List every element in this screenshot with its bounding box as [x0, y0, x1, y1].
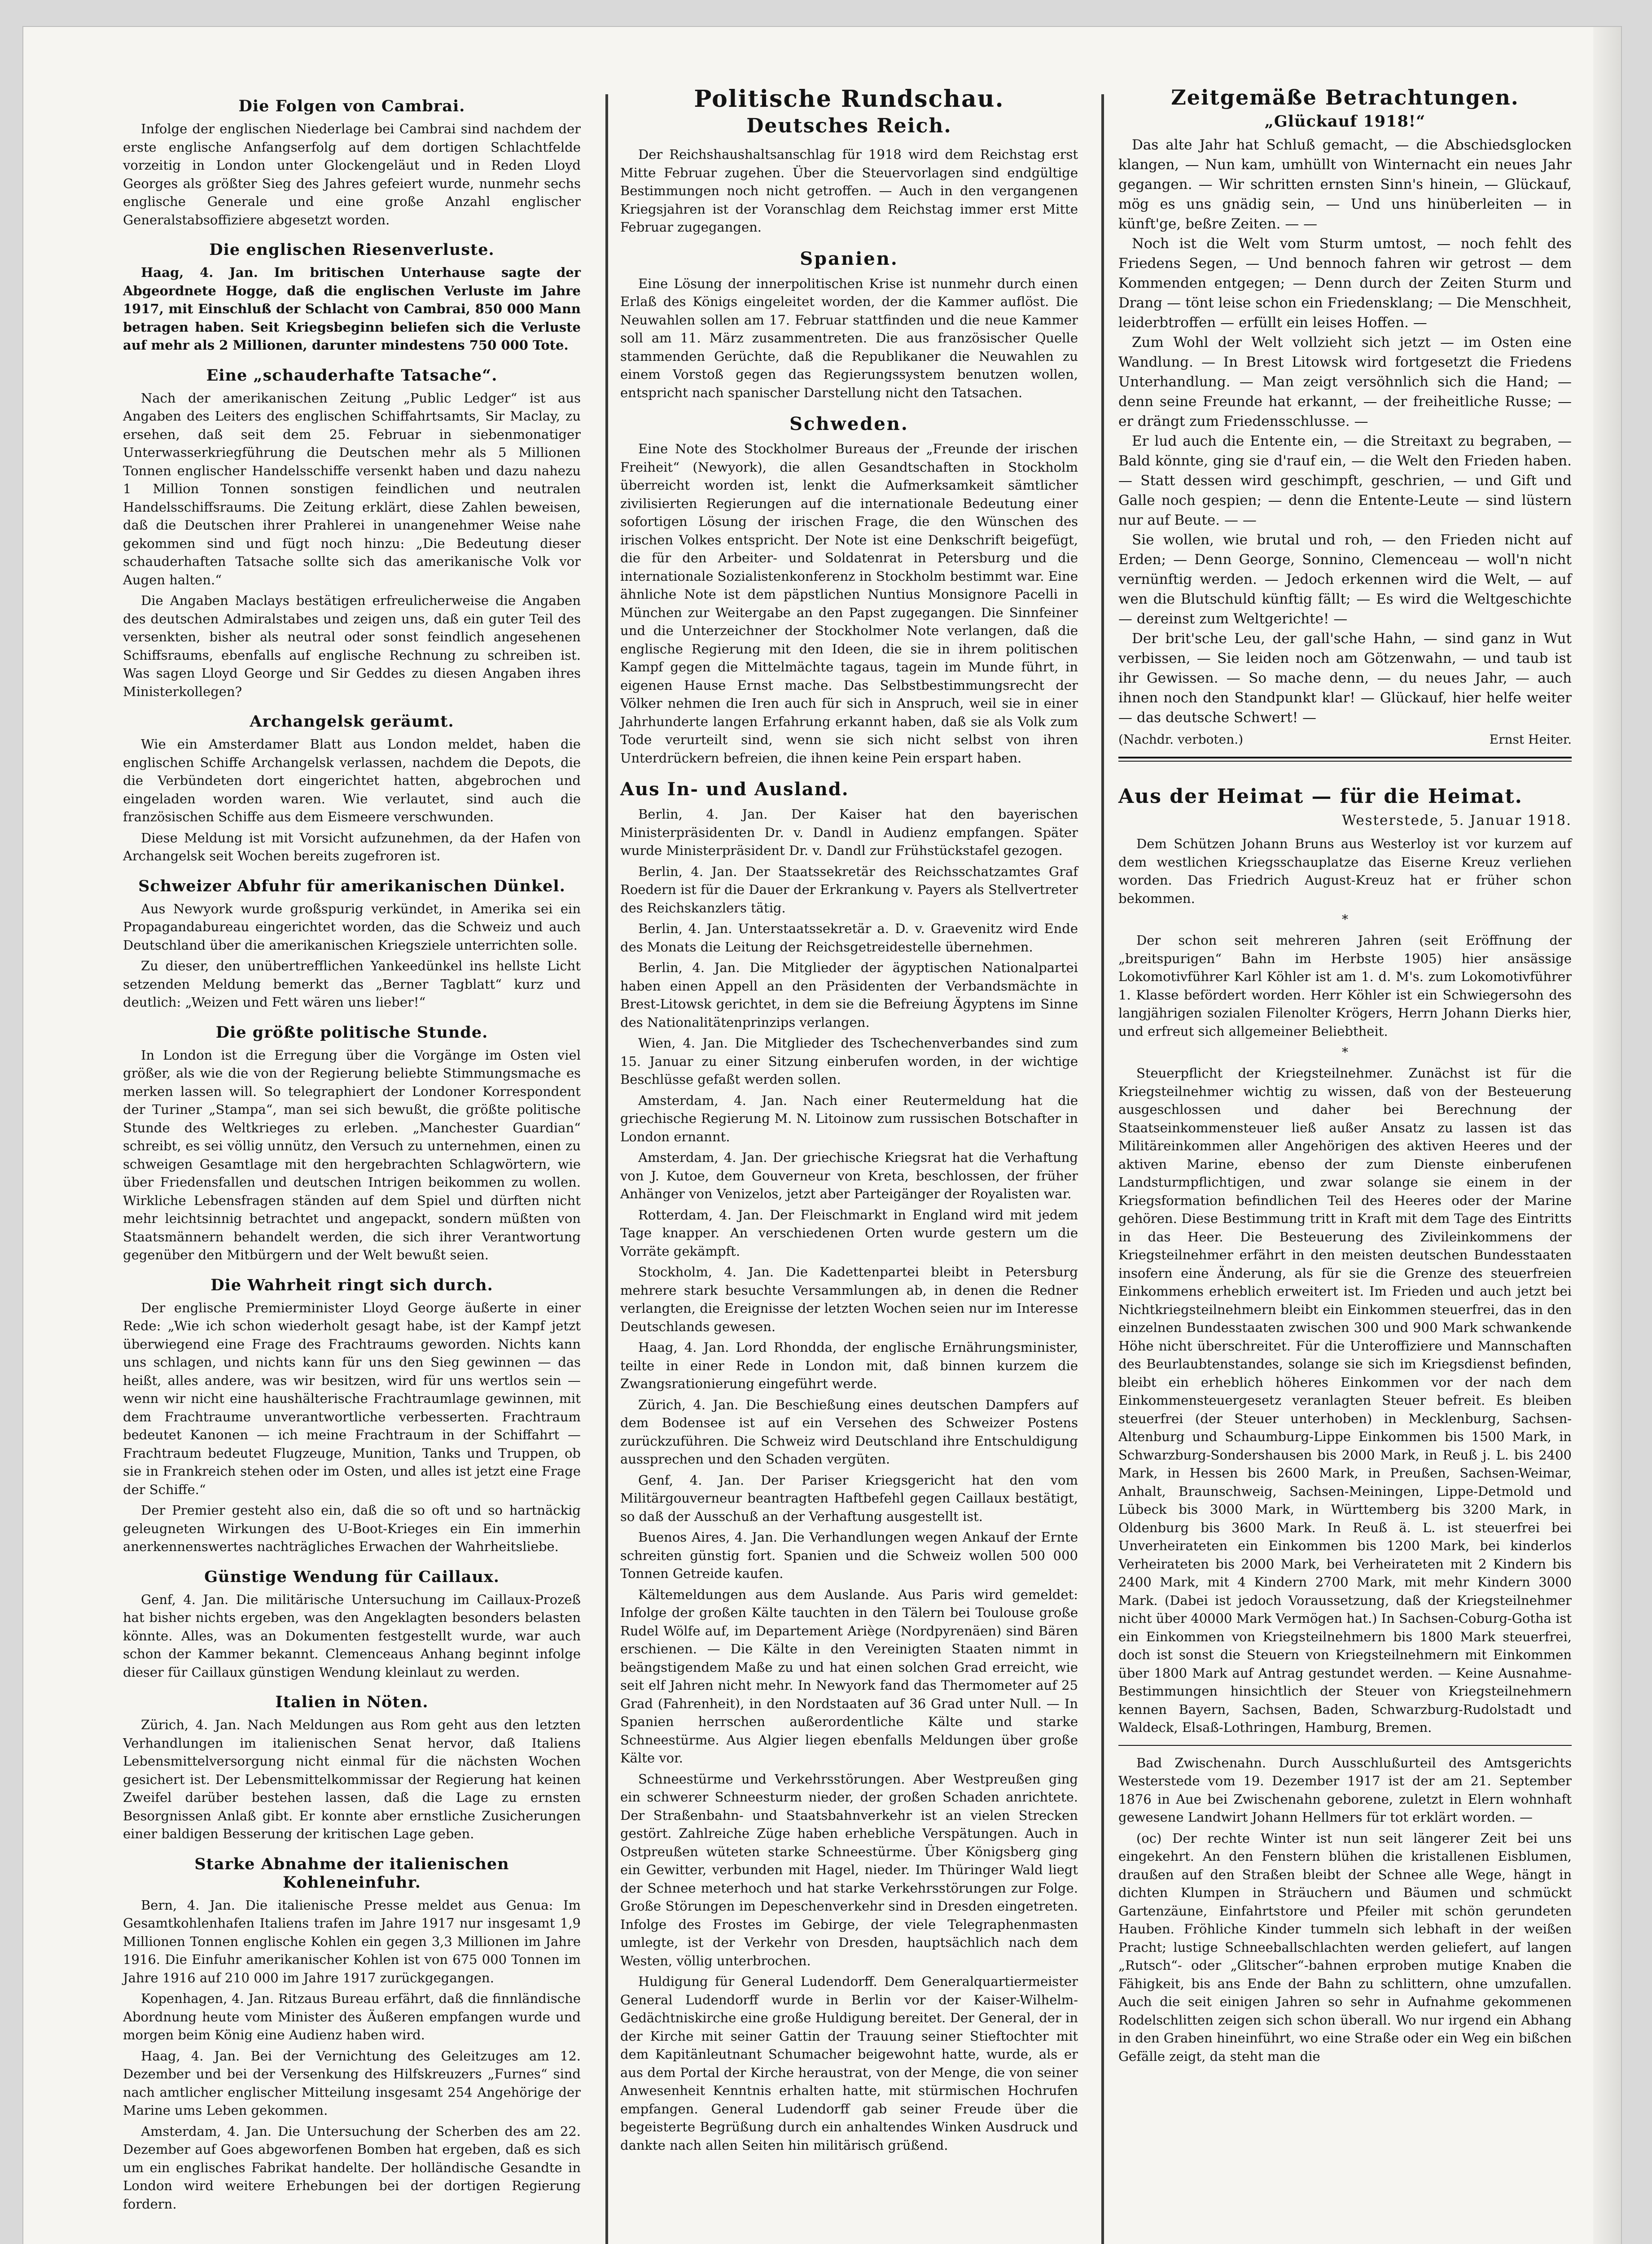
brief-berlin-2: Berlin, 4. Jan. Der Staatssekretär des Reichsschatzamtes Graf Roedern ist für die Dauer der Erkrankung v. Payers als Stellvertreter des Reichskanzlers tätig.: [620, 863, 1078, 916]
article-kohlen: Bern, 4. Jan. Die italienische Presse meldet aus Genua: Im Gesamtkohlenhafen Italiens trafen im Jahre 1917 nur insgesamt 1,9 Millionen Tonnen englische Kohlen ein gegen 3,3 Millionen im Jahre 1916. Die Einfuhr amerikanischer Kohlen ist von 675 000 Tonnen im Jahre 1916 auf 210 000 im Jahre 1917 zurückgegangen.: [123, 1897, 581, 1985]
poem-title: „Glückauf 1918!“: [1264, 112, 1426, 131]
poem-stanza: Er lud auch die Entente ein, — die Streitaxt zu begraben, — Bald könnte, ging sie d'rauf ein, — die Welt den Frieden haben. — Statt dessen wird geschimpft, geschrien, — und Gift und Galle noch gespien; — denn die Entente-Leute — sind lüstern nur auf Beute. — —: [1118, 433, 1572, 528]
headline-wahrheit: Die Wahrheit ringt sich durch.: [210, 1275, 493, 1294]
brief-zuerich-2: Zürich, 4. Jan. Die Beschießung eines deutschen Dampfers auf dem Bodensee ist auf ein Versehen des Schweizer Postens zurückzuführen. Die Schweiz wird Deutschland ihre Entschuldigung aussprechen und den Schaden vergüten.: [620, 1397, 1078, 1467]
poem-footer: [1118, 732, 1572, 747]
article-haag: Haag, 4. Jan. Bei der Vernichtung des Geleitzuges am 12. Dezember und bei der Versenkung des Hilfskreuzers „Furnes“ sind nach amtlicher englischer Mitteilung insgesamt 254 Angehörige der Marine ums Leben gekommen.: [123, 2048, 581, 2118]
article-winter: (oc) Der rechte Winter ist nun seit längerer Zeit bei uns eingekehrt. An den Fenstern blühen die kristallenen Eisblumen, draußen auf den Straßen bleibt der Schnee alle Wege, hängt in dichten Klumpen in Sträuchern und Bäumen und schmückt Gartenzäune, Einfahrtstore und Pfeiler mit schön gerundeten Hauben. Fröhliche Kinder tummeln sich lebhaft in der weißen Pracht; lustige Schneeballschlachten werden geliefert, auf langen „Rutsch“- oder „Glitscher“-bahnen erproben mutige Knaben die Fähigkeit, bis ans Ende der Bahn zu schlittern, ohne umzufallen. Auch die seit einigen Jahren so sehr in Aufnahme gekommenen Rodelschlitten zeigen sich schon überall. Wo nur irgend ein Abhang in den Graben hineinführt, wo eine Straße oder ein Weg ein bißchen Gefälle zeigt, da steht man die: [1118, 1830, 1572, 2064]
brief-amsterdam-3: Amsterdam, 4. Jan. Der griechische Kriegsrat hat die Verhaftung von J. Kutoe, dem Gouverneur von Kreta, beschlossen, der früher Anhänger von Venizelos, jetzt aber Parteigänger der Royalisten war.: [620, 1150, 1078, 1201]
section-title-rundschau: Politische Rundschau.: [694, 85, 1004, 113]
article-wahrheit-2: Der Premier gesteht also ein, daß die so oft und so hartnäckig geleugneten Wirkungen des U-Boot-Krieges ein Ein immerhin anerkennenswertes nachträgliches Erwachen der Wahrheitsliebe.: [123, 1503, 581, 1554]
article-italien: Zürich, 4. Jan. Nach Meldungen aus Rom geht aus den letzten Verhandlungen im italienischen Senat hervor, daß Italiens Lebensmittelversorgung nicht einmal für die nächsten Wochen gesichert ist. Der Lebensmittelkommissar der Regierung hat keinen Zweifel darüber bestehen lassen, daß die Lage zu ernsten Besorgnissen Anlaß gibt. Er konnte aber ernstliche Zusicherungen einer baldigen Besserung der kritischen Lage geben.: [123, 1717, 581, 1841]
headline-italien: Italien in Nöten.: [275, 1693, 429, 1711]
brief-berlin-1: Berlin, 4. Jan. Der Kaiser hat den bayerischen Ministerpräsidenten Dr. v. Dandl in Audienz empfangen. Später wurde Ministerpräsident Dr. v. Dandl zur Frühstückstafel gezogen.: [620, 806, 1078, 858]
poem-stanza: Sie wollen, wie brutal und roh, — den Frieden nicht auf Erden; — Denn George, Sonnino, Clemenceau — woll'n nicht vernünftig werden. — Jedoch erkennen wird die Welt, — auf wen die Blutschuld künftig fällt; — Es wird die Weltgeschichte — dereinst zum Weltgerichte! —: [1118, 532, 1572, 627]
poem-stanza: Der brit'sche Leu, der gall'sche Hahn, — sind ganz in Wut verbissen, — Sie leiden noch am Götzenwahn, — und taub ist ihr Gewissen. — So mache denn, — du neues Jahr, — auch ihnen noch den Standpunkt klar! — Glückauf, hier helfe weiter — das deutsche Schwert! —: [1118, 631, 1572, 726]
article-verluste: Haag, 4. Jan. Im britischen Unterhause sagte der Abgeordnete Hogge, daß die englischen Verluste im Jahre 1917, mit Einschluß der Schlacht von Cambrai, 850 000 Mann betragen haben. Seit Kriegsbeginn beliefen sich die Verluste auf mehr als 2 Millionen, darunter mindestens 750 000 Tote.: [123, 265, 581, 353]
brief-haag-2: Haag, 4. Jan. Lord Rhondda, der englische Ernährungsminister, teilte in einer Rede in London mit, daß binnen kurzem die Zwangsrationierung eingeführt werde.: [620, 1340, 1078, 1391]
article-kaelte: Kältemeldungen aus dem Auslande. Aus Paris wird gemeldet: Infolge der großen Kälte tauchten in den Tälern bei Toulouse große Rudel Wölfe auf, im Departement Ariège (Nordpyrenäen) sind Bären erschienen. — Die Kälte in den Vereinigten Staaten nimmt in beängstigendem Maße zu und hat einen solchen Grad erreicht, wie seit elf Jahren nicht mehr. In Newyork fand das Thermometer auf 25 Grad (Fahrenheit), in den Nordstaaten auf 36 Grad unter Null. — In Spanien herrschen außerordentliche Kälte und starke Schneestürme. Aus Algier liegen ebenfalls Meldungen über große Kälte vor.: [620, 1587, 1078, 1766]
brief-wien: Wien, 4. Jan. Die Mitglieder des Tschechenverbandes sind zum 15. Januar zu einer Sitzung einberufen worden, in der wichtige Beschlüsse gefaßt werden sollen.: [620, 1035, 1078, 1087]
article-haushalt: Der Reichshaushaltsanschlag für 1918 wird dem Reichstag erst Mitte Februar zugehen. Über die Steuervorlagen sind endgültige Bestimmungen noch nicht getroffen. — Auch in den vergangenen Kriegsjahren ist der Voranschlag dem Reichstag immer erst Mitte Februar zugegangen.: [620, 147, 1078, 235]
poem-stanza: Noch ist die Welt vom Sturm umtost, — noch fehlt des Friedens Segen, — Und bennoch fahren wir getrost — dem Kommenden entgegen; — Denn durch der Zeiten Sturm und Drang — tönt leise schon ein Friedensklang; — Die Menschheit, leiderbtroffen — erfüllt ein leises Hoffen. —: [1118, 236, 1572, 331]
brief-buenos-aires: Buenos Aires, 4. Jan. Die Verhandlungen wegen Ankauf der Ernte schreiten günstig fort. Spanien und die Schweiz wollen 500 000 Tonnen Getreide kaufen.: [620, 1530, 1078, 1581]
reprint-notice: (Nachdr. verboten.): [1118, 732, 1244, 747]
article-stunde: In London ist die Erregung über die Vorgänge im Osten viel größer, als wie die von der Regierung beliebte Stimmungsmache es merken lassen will. So telegraphiert der Londoner Korrespondent der Turiner „Stampa“, man sei sich bewußt, die größte politische Stunde des Weltkrieges zu erleben. „Manchester Guardian“ schreibt, es sei völlig unnütz, den Versuch zu unternehmen, einen zu schweigen Gesamtlage mit den hergebrachten Schlagwörtern, wie über Friedensfallen und deutschen Intrigen beikommen zu wollen. Wirkliche Lebensfragen ständen auf dem Spiel und dürften nicht mehr leichtsinnig betrachtet und angepackt, sondern müßten von Staatsmännern behandelt werden, die sich ihrer Verantwortung gegenüber den Mitbürgern und der Welt bewußt seien.: [123, 1047, 581, 1262]
article-archangelsk-2: Diese Meldung ist mit Vorsicht aufzunehmen, da der Hafen von Archangelsk seit Wochen bereits zugefroren ist.: [123, 830, 581, 863]
article-tatsache-1: Nach der amerikanischen Zeitung „Public Ledger“ ist aus Angaben des Leiters des englischen Schiffahrtsamts, Sir Maclay, zu ersehen, daß seit dem 25. Februar in siebenmonatiger Unterwasserkriegführung die Deutschen mehr als 5 Millionen Tonnen englischer Handelsschiffe versenkt haben und dazu nahezu 1 Million Tonnen sonstigen feindlichen und neutralen Handelsschiffsraums. Die Zeitung erklärt, diese Zahlen beweisen, daß die Deutschen ihrer Prahlerei in unangenehmer Weise nahe gekommen sind und fügt noch hinzu: „Die Bedeutung dieser schauderhaften Tatsache sollte sich das amerikanische Volk vor Augen halten.“: [123, 390, 581, 587]
article-cambrai: Infolge der englischen Niederlage bei Cambrai sind nachdem der erste englische Anfangserfolg auf dem dortigen Schlachtfelde vorzeitig in London unter Glockengeläut und in Reden Lloyd Georges als größter Sieg des Jahres gefeiert wurde, nunmehr sechs englische Generale und eine große Anzahl englischer Generalstabsoffiziere abgesetzt worden.: [123, 121, 581, 228]
headline-archangelsk: Archangelsk geräumt.: [250, 712, 454, 731]
poem-stanza: Das alte Jahr hat Schluß gemacht, — die Abschiedsglocken klangen, — Nun kam, umhüllt von Winternacht ein neues Jahr gegangen. — Wir schritten ernsten Sinn's hinein, — Glückauf, mög es uns gnädig sein, — Und uns hinüberleiten — in künft'ge, beßre Zeiten. — —: [1118, 137, 1572, 232]
divider: [1118, 1745, 1572, 1746]
article-steuerpflicht: Steuerpflicht der Kriegsteilnehmer. Zunächst ist für die Kriegsteilnehmer wichtig zu wissen, daß von der Besteuerung ausgeschlossen und daher bei Berechnung der Staatseinkommensteuer ließ außer Ansatz zu lassen ist das Militäreinkommen aller Angehörigen des aktiven Heeres und der aktiven Marine, ebenso der zum Dienste einberufenen Landsturmpflichtigen, und zwar solange sie einem in der Kriegsformation befindlichen Teil des Heeres oder der Marine gehören. Diese Bestimmung tritt in Kraft mit dem Tage des Eintritts in das Heer. Die Besteuerung des Zivileinkommens der Kriegsteilnehmer erfährt in den meisten deutschen Bundesstaaten insofern eine Änderung, als für sie die Grenze des steuerfreien Einkommens erheblich erweitert ist. Im Frieden und auch jetzt bei Nichtkriegsteilnehmern bleibt ein Einkommen steuerfrei, das in den einzelnen Bundesstaaten zwischen 300 und 900 Mark schwankende Höhe nicht überschreitet. Für die Unteroffiziere und Mannschaften des Beurlaubtenstandes, solange sie sich im Kriegsdienst befinden, bleibt ein erheblich höheres Einkommen vor der nach dem Einkommensteuergesetz veranlagten Steuer befreit. Es bleiben steuerfrei (der Steuer unterhoben) in Mecklenburg, Sachsen-Altenburg und Schaumburg-Lippe Einkommen bis 1500 Mark, in Schwarzburg-Sondershausen bis 2000 Mark, in Reuß j. L. bis 2400 Mark, in Hessen bis 2600 Mark, in Preußen, Sachsen-Weimar, Anhalt, Braunschweig, Sachsen-Meiningen, Lippe-Detmold und Lübeck bis 3000 Mark, in Württemberg bis 3200 Mark, in Oldenburg bis 3600 Mark. In Reuß ä. L. ist steuerfrei bei Unverheirateten ein Einkommen bis 1200 Mark, bei kinderlos Verheirateten bis 2000 Mark, bei Verheirateten mit 2 Kindern bis 2400 Mark, mit 4 Kindern 2700 Mark, mit mehr Kindern 3000 Mark. (Dabei ist jedoch Voraussetzung, daß der Kriegsteilnehmer nicht über 40000 Mark Vermögen hat.) In Sachsen-Coburg-Gotha ist ein Einkommen von Kriegsteilnehmern bis 1800 Mark steuerfrei, doch ist sonst die Steuern von Kriegsteilnehmern mit Einkommen über 1800 Mark auf Antrag gestundet werden. — Keine Ausnahme-Bestimmungen hinsichtlich der Steuer von Kriegsteilnehmern kennen Bayern, Sachsen, Baden, Schwarzburg-Rudolstadt und Waldeck, Elsaß-Lothringen, Hamburg, Bremen.: [1118, 1065, 1572, 1735]
article-wahrheit-1: Der englische Premierminister Lloyd George äußerte in einer Rede: „Wie ich schon wiederholt gesagt habe, ist der Kampf jetzt überwiegend eine Frage des Frachtraums geworden. Nichts kann uns schlagen, und nichts kann für uns den Sieg gewinnen — das heißt, alles andere, was wir besitzen, wird für uns wertlos sein — wenn wir nicht eine haushälterische Frachtraumlage gewinnen, mit dem Frachtraume unverantwortliche verbesserten. Frachtraum bedeutet Kanonen — ich meine Frachtraum in der Schiffahrt — Frachtraum bedeutet Flugzeuge, Munition, Tanks und Truppen, ob sie in Frankreich stehen oder im Osten, und alles ist jetzt eine Frage der Schiffe.“: [123, 1300, 581, 1497]
column-2: [620, 85, 1078, 2157]
headline-abfuhr: Schweizer Abfuhr für amerikanischen Dünkel.: [138, 877, 565, 895]
article-schweden: Eine Note des Stockholmer Bureaus der „Freunde der irischen Freiheit“ (Newyork), die allen Gesandtschaften in Stockholm überreicht worden ist, lenkt die Aufmerksamkeit sämtlicher zivilisierten Regierungen auf die internationale Bedeutung einer sofortigen Lösung der irischen Frage, die den Wünschen des irischen Volkes entspricht. Der Note ist eine Denkschrift beigefügt, die für den Arbeiter- und Soldatenrat in Petersburg und die internationale Sozialistenkonferenz in Stockholm bestimmt war. Eine ähnliche Note ist dem päpstlichen Nuntius Monsignore Pacelli in München zur Weitergabe an den Papst zugegangen. Die Sinnfeiner und die Unterzeichner der Stockholmer Note verlangen, daß die englische Regierung mit den Ideen, die sie in ihrem politischen Kampf gegen die Mittelmächte tagaus, tagein im Munde führt, in eigenen Hause Ernst mache. Das Selbstbestimmungsrecht der Völker nehmen die Iren auch für sich in Anspruch, weil sie in einer Jahrhunderte langen Erfahrung erkannt haben, daß sie als Volk zum Tode verurteilt sind, wenn sie sich nicht selbst von ihren Unterdrückern befreien, die ihnen keine Pein erspart haben.: [620, 441, 1078, 766]
article-caillaux: Genf, 4. Jan. Die militärische Untersuchung im Caillaux-Prozeß hat bisher nichts ergeben, was den Angeklagten besonders belasten könnte. Alles, was an Dokumenten festgestellt wurde, war auch schon der Kammer bekannt. Clemenceaus Anhang beginnt infolge dieser für Caillaux günstigen Wendung kleinlaut zu werden.: [123, 1591, 581, 1680]
headline-caillaux: Günstige Wendung für Caillaux.: [204, 1567, 500, 1586]
article-koehler: Der schon seit mehreren Jahren (seit Eröffnung der „breitspurigen“ Bahn im Herbste 1905) hier ansässige Lokomotivführer Karl Köhler ist am 1. d. M's. zum Lokomotivführer 1. Klasse befördert worden. Herr Köhler ist ein Schwiegersohn des langjährigen sozialen Filenolter Krögers, Herrn Johann Dierks hier, und erfreut sich allgemeiner Beliebtheit.: [1118, 933, 1572, 1039]
brief-berlin-3: Berlin, 4. Jan. Unterstaatssekretär a. D. v. Graevenitz wird Ende des Monats die Leitung der Reichsgetreidestelle übernehmen.: [620, 921, 1078, 955]
column-1: [123, 85, 581, 2216]
article-kopenhagen: Kopenhagen, 4. Jan. Ritzaus Bureau erfährt, daß die finnländische Abordnung heute vom Minister des Äußeren empfangen wurde und morgen beim König eine Audienz haben wird.: [123, 1991, 581, 2042]
subsection-schweden: Schweden.: [789, 413, 909, 434]
brief-berlin-4: Berlin, 4. Jan. Die Mitglieder der ägyptischen Nationalpartei haben einen Appell an den Präsidenten der Verbandsmächte in Brest-Litowsk gerichtet, in dem sie die Befreiung Ägyptens im Sinne des Nationalitätenprinzips verlangen.: [620, 960, 1078, 1030]
dateline: Westerstede, 5. Januar 1918.: [1342, 812, 1572, 828]
column-3: [1118, 85, 1572, 2068]
subsection-spanien: Spanien.: [800, 248, 898, 269]
separator-star: *: [1342, 912, 1348, 927]
column-rule-1: [605, 94, 608, 2244]
brief-genf-2: Genf, 4. Jan. Der Pariser Kriegsgericht hat den vom Militärgouverneur beantragten Haftbefehl gegen Caillaux bestätigt, so daß der Ausschuß an der Verhaftung ausgestellt ist.: [620, 1472, 1078, 1524]
article-zwischenahn: Bad Zwischenahn. Durch Ausschlußurteil des Amtsgerichts Westerstede vom 19. Dezember 1917 ist der am 21. September 1876 in Aue bei Zwischenahn geborene, zuletzt in Elern wohnhaft gewesene Landwirt Johann Hellmers für tot erklärt worden. —: [1118, 1755, 1572, 1825]
poem-author: Ernst Heiter.: [1489, 732, 1572, 747]
poem: [1118, 135, 1572, 728]
brief-stockholm: Stockholm, 4. Jan. Die Kadettenpartei bleibt in Petersburg mehrere stark besuchte Versammlungen ab, in denen die Redner verlangten, die Ereignisse der letzten Wochen seien nur im Interesse Deutschlands gewesen.: [620, 1264, 1078, 1334]
article-abfuhr-2: Zu dieser, den unübertrefflichen Yankeedünkel ins hellste Licht setzenden Meldung bemerkt das „Berner Tagblatt“ kurz und deutlich: „Weizen und Fett wären uns lieber!“: [123, 958, 581, 1010]
subsection-deutsches-reich: Deutsches Reich.: [746, 114, 952, 137]
section-title-heimat: Aus der Heimat — für die Heimat.: [1118, 785, 1523, 808]
headline-stunde: Die größte politische Stunde.: [215, 1023, 488, 1042]
article-abfuhr-1: Aus Newyork wurde großspurig verkündet, in Amerika sei ein Propagandabureau eingerichtet worden, das die Schweiz und auch Deutschland über die amerikanischen Kriegsziele unterrichten solle.: [123, 901, 581, 953]
brief-rotterdam: Rotterdam, 4. Jan. Der Fleischmarkt in England wird mit jedem Tage knapper. An verschiedenen Orten wurde gestern um die Vorräte gekämpft.: [620, 1207, 1078, 1259]
headline-verluste: Die englischen Riesenverluste.: [209, 241, 495, 259]
page-gutter-shadow: [1593, 27, 1621, 2244]
newspaper-page: [23, 27, 1621, 2244]
section-title-betrachtungen: Zeitgemäße Betrachtungen.: [1171, 85, 1519, 110]
article-schnee: Schneestürme und Verkehrsstörungen. Aber Westpreußen ging ein schwerer Schneesturm nieder, der großen Schaden anrichtete. Der Straßenbahn- und Staatsbahnverkehr ist an vielen Strecken gestört. Zahlreiche Züge haben erhebliche Verspätungen. Auch in Ostpreußen wüteten starke Schneestürme. Über Königsberg ging ein Gewitter, verbunden mit Hagel, nieder. Im Thüringer Wald liegt der Schnee meterhoch und hat starke Verkehrsstörungen zur Folge. Große Störungen im Depeschenverkehr sind in Dresden eingetreten. Infolge des Frostes im Gebirge, der viele Telegraphenmasten umlegte, ist der Verkehr von Dresden, hauptsächlich nach dem Westen, völlig unterbrochen.: [620, 1771, 1078, 1968]
brief-amsterdam-2: Amsterdam, 4. Jan. Nach einer Reutermeldung hat die griechische Regierung M. N. Litoinow zum russischen Botschafter in London ernannt.: [620, 1092, 1078, 1144]
headline-kohlen: Starke Abnahme der italienischen Kohleneinfuhr.: [194, 1854, 509, 1892]
article-ludendorff: Huldigung für General Ludendorff. Dem Generalquartiermeister General Ludendorff wurde in Berlin vor der Kaiser-Wilhelm-Gedächtniskirche eine große Huldigung bereitet. Der General, der in der Kirche mit seiner Gattin der Trauung seiner Stieftochter mit dem Kapitänleutnant Schumacher beigewohnt hatte, wurde, als er aus dem Portal der Kirche heraustrat, von der Menge, die von seiner Anwesenheit Kenntnis erhalten hatte, mit stürmischen Hochrufen empfangen. General Ludendorff gab seiner Freude über die begeisterte Begrüßung durch ein anhaltendes Winken Ausdruck und dankte nach allen Seiten hin militärisch grüßend.: [620, 1974, 1078, 2153]
article-archangelsk-1: Wie ein Amsterdamer Blatt aus London meldet, haben die englischen Schiffe Archangelsk verlassen, nachdem die Depots, die die Verbündeten dort eingerichtet hatten, abgebrochen und eingeladen worden waren. Wie verlautet, sind auch die französischen Schiffe aus dem Eismeere verschwunden.: [123, 736, 581, 824]
article-amsterdam: Amsterdam, 4. Jan. Die Untersuchung der Scherben des am 22. Dezember auf Goes abgeworfenen Bomben hat ergeben, daß es sich um ein englisches Fabrikat handelte. Der holländische Gesandte in London wird weitere Erhebungen bei der dortigen Regierung fordern.: [123, 2123, 581, 2212]
headline-cambrai: Die Folgen von Cambrai.: [238, 97, 465, 115]
article-tatsache-2: Die Angaben Maclays bestätigen erfreulicherweise die Angaben des deutschen Admiralstabes und zeigen uns, daß ein guter Teil des versenkten, bisher als neutral oder sonst feindlich angesehenen Schiffsraums, ebenfalls auf englische Rechnung zu schreiben ist. Was sagen Lloyd George und Sir Geddes zu diesen Angaben ihres Ministerkollegen?: [123, 593, 581, 699]
double-rule: [1118, 757, 1572, 762]
column-rule-2: [1101, 94, 1104, 2244]
headline-tatsache: Eine „schauderhafte Tatsache“.: [206, 366, 498, 385]
separator-star: *: [1342, 1045, 1348, 1060]
poem-stanza: Zum Wohl der Welt vollzieht sich jetzt — im Osten eine Wandlung. — In Brest Litowsk wird fortgesetzt die Friedens Unterhandlung. — Man zeigt versöhnlich sich die Hand; — denn seine Freunde hat erkannt, — der freiheitliche Russe; — er drängt zum Friedensschlusse. —: [1118, 334, 1572, 430]
article-bruns: Dem Schützen Johann Bruns aus Westerloy ist vor kurzem auf dem westlichen Kriegsschauplatze das Eiserne Kreuz verliehen worden. Das Friedrich August-Kreuz hat er früher schon bekommen.: [1118, 836, 1572, 906]
article-spanien: Eine Lösung der innerpolitischen Krise ist nunmehr durch einen Erlaß des Königs eingeleitet worden, der die Kammer auflöst. Die Neuwahlen sollen am 17. Februar stattfinden und die neue Kammer soll am 11. März zusammentreten. Die aus französischer Quelle stammenden Gerüchte, daß die Republikaner die Neuwahlen zu einem Vorstoß gegen das Regierungssystem benutzen wollen, entspricht nach spanischer Darstellung nicht den Tatsachen.: [620, 276, 1078, 400]
subsection-ausland: Aus In- und Ausland.: [620, 779, 849, 800]
